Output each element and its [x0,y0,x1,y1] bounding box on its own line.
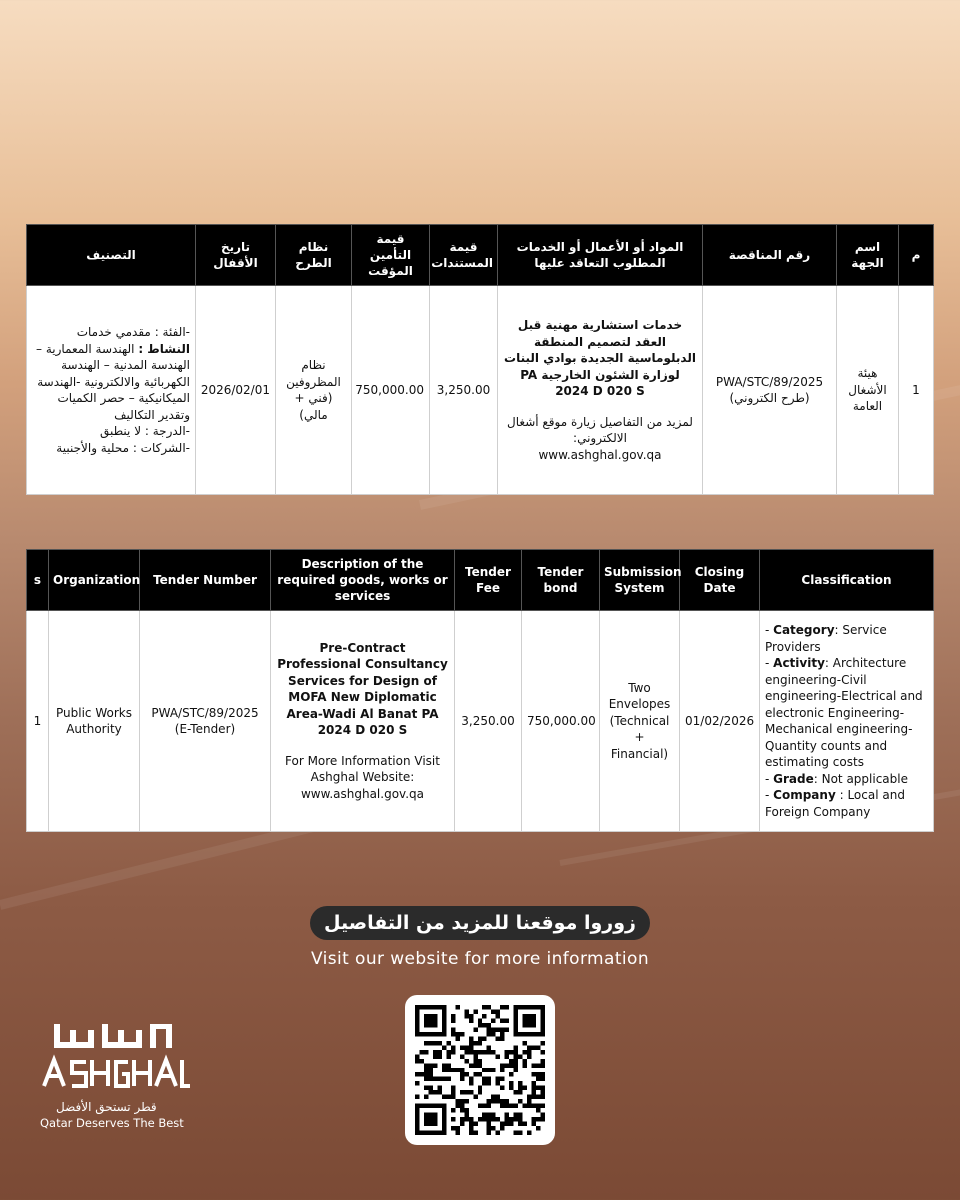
companies-value: محلية والأجنبية [56,440,129,455]
grade-label: Grade [773,771,814,786]
website-link[interactable]: www.ashghal.gov.qa [300,786,424,801]
header-closing-date: تاريخ الأقفال [196,225,276,286]
header-org: اسم الجهة [837,225,899,286]
logo-tagline-en: Qatar Deserves The Best [40,1116,184,1130]
tender-number: PWA/STC/89/2025 [715,374,824,389]
header-classification: التصنيف [27,225,196,286]
header-fee: Tender Fee [455,550,522,611]
header-num: م [899,225,934,286]
ashghal-wordmark-icon [40,1022,190,1094]
header-bond: قيمة التأمين المؤقت [352,225,430,286]
more-info-text: For More Information Visit Ashghal Website: [285,753,440,785]
activity-value: : Architecture engineering-Civil engineering-Electrical and electronic Engineering-Mechanical engineering-Quantity counts and estimating costs [765,656,923,769]
tender-type: (E-Tender) [174,722,236,736]
activity-value: الهندسة المعمارية – الهندسة المدنية – الهندسة الكهربائية والالكترونية -الهندسة الميكانيكية – حصر الكميات وتقدير التكاليف [36,341,190,422]
header-tender-number: رقم المناقصة [703,225,837,286]
visit-website-text: Visit our website for more information [311,949,649,969]
grade-value: : Not applicable [813,771,908,786]
row-description [271,611,455,832]
table-row [27,611,934,832]
activity-label: النشاط : [138,341,190,356]
header-description: Description of the required goods, works or services [271,550,455,611]
header-num: s [27,550,49,611]
header-system: نظام الطرح [276,225,352,286]
more-info-text: لمزيد من التفاصيل زيارة موقع أشغال الالكتروني: [507,414,693,445]
grade-value: لا ينطبق [99,424,142,438]
header-tender-number: Tender Number [140,550,271,611]
row-system: Two Envelopes (Technical + Financial) [600,611,680,832]
row-closing-date: 2026/02/01 [196,286,276,495]
row-description [498,286,703,495]
tender-type: (طرح الكتروني) [729,391,810,405]
row-system: نظام المظروفين (فني + مالي) [276,286,352,495]
row-num: 1 [27,611,49,832]
row-classification [27,286,196,495]
company-label: Company [773,788,836,802]
company-value: : Local and Foreign Company [765,788,905,819]
header-system: Submission System [600,550,680,611]
english-tender-table [26,549,934,832]
row-closing-date: 01/02/2026 [680,611,760,832]
row-num: 1 [899,286,934,495]
website-link[interactable]: www.ashghal.gov.qa [538,447,662,462]
category-value: : Service Providers [765,623,887,654]
row-fee: 3,250.00 [430,286,498,495]
row-tender-number [140,611,271,832]
row-org: Public Works Authority [49,611,140,832]
qr-code-graphic [415,1005,545,1135]
arabic-table-header [27,225,934,286]
header-classification: Classification [760,550,934,611]
header-bond: Tender bond [522,550,600,611]
header-org: Organization [49,550,140,611]
tender-number: PWA/STC/89/2025 [151,705,259,720]
grade-label: -الدرجة : [144,424,190,438]
row-org: هيئة الأشغال العامة [837,286,899,495]
description-text: خدمات استشارية مهنية قبل العقد لتصميم المنطقة الدبلوماسية الجديدة بوادي البنات لوزارة الشئون الخارجية PA 2024 D 020 S [504,318,696,398]
row-bond: 750,000.00 [522,611,600,832]
english-table-header [27,550,934,611]
table-row [27,286,934,495]
header-closing-date: Closing Date [680,550,760,611]
row-bond: 750,000.00 [352,286,430,495]
row-fee: 3,250.00 [455,611,522,832]
visit-website-pill[interactable]: زوروا موقعنا للمزيد من التفاصيل [310,906,650,940]
category-value: مقدمي خدمات [76,325,151,339]
arabic-tender-table [26,224,934,495]
ashghal-logo [40,1022,240,1130]
description-text: Pre-Contract Professional Consultancy Services for Design of MOFA New Diplomatic Area-Wadi Al Banat PA 2024 D 020 S [277,640,448,738]
header-description: المواد أو الأعمال أو الخدمات المطلوب التعاقد عليها [498,225,703,286]
activity-label: Activity [773,656,825,670]
row-classification: - Category: Service Providers - Activity: Architecture engineering-Civil engineering-Electrical and electronic Engineering-Mechanical engineering-Quantity counts and estimating costs - Grade: Not applicable - Company : Local and Foreign Company [760,611,934,832]
row-tender-number [703,286,837,495]
companies-label: -الشركات : [132,440,190,455]
qr-code-icon[interactable] [405,995,555,1145]
header-fee: قيمة المستندات [430,225,498,286]
category-label: -الفئة : [154,325,190,339]
logo-tagline-ar: قطر تستحق الأفضل [56,1100,157,1114]
category-label: Category [773,623,835,637]
